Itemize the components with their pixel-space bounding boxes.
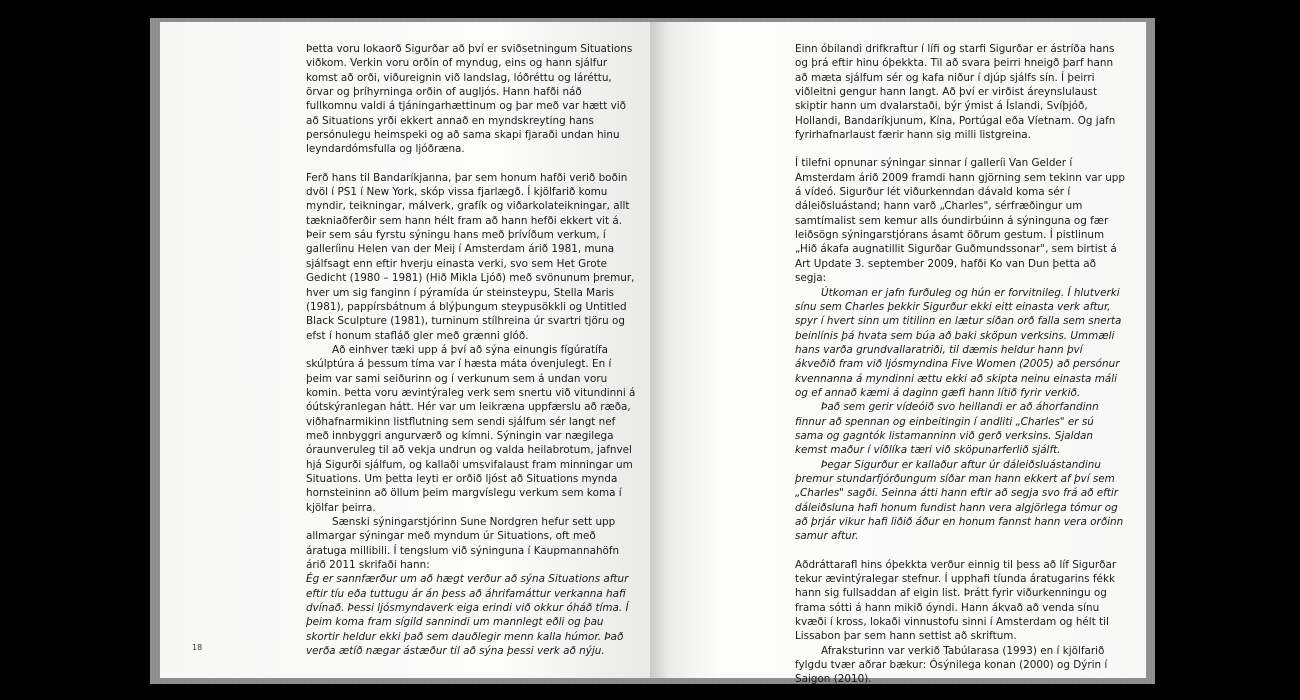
left-paragraph-1: Þetta voru lokaorð Sigurðar að því er sviðsetningum Situations viðkom. Verkin voru orðin of myndug, eins og hann sjálfur komst að orði, viðureignin við landslag, lóðréttu og láréttu, örvar og þríhyrninga orðin of augljós. Hann hafði náð fullkomnu valdi á tjáningarhættinum og þar með var hætt við að Situations yrði ekkert annað en myndskreyting hans persónulegu heimspeki og að sama skapi fjaraði undan hinu leyndardómsfulla og ljóðræna. [306, 43, 633, 156]
right-text-column [795, 42, 1125, 687]
paragraph-gap [795, 544, 1125, 558]
right-quote-2: Það sem gerir vídeóið svo heillandi er að áhorfandinn finnur að spennan og einbeitingin í andliti „Charles" er sú sama og gagntók listamanninn við gerð verksins. Sjaldan kemst maður í víðlíka tæri við sköpunarferlið sjálft. [795, 401, 1099, 457]
left-paragraph-2: Ferð hans til Bandaríkjanna, þar sem honum hafði verið boðin dvöl í PS1 í New York, skóp vissa fjarlægð. Í kjölfarið komu myndir, teikningar, málverk, grafík og viðarkolateikningar, allt tækniaðferðir sem hann hélt fram að hann hefði ekkert vit á. Þeir sem sáu fyrstu sýningu hans með þrívíðum verkum, í galleríinu Helen van der Meij í Amsterdam árið 1981, muna sjálfsagt enn eftir hverju einasta verki, svo sem Het Grote Gedicht (1980 – 1981) (Hið Mikla Ljóð) með svönunum þremur, hver um sig fanginn í pýramída úr steinsteypu, Stella Maris (1981), pappírsbátnum á blýþungum steypusökkli og Untitled Black Sculpture (1981), turninum stílhreina úr svartri tjöru og efst í honum stafláð gler með grænni glóð. [306, 171, 635, 342]
right-quote-1: Útkoman er jafn furðuleg og hún er forvitnileg. Í hlutverki sínu sem Charles þekkir Sigurður ekki eitt einasta verk aftur, spyr í hvert sinn um titilinn en lætur síðan orð falla sem snerta beinlínis þá hvata sem búa að baki sköpun verksins. Ummæli hans varða grundvallaratriði, til dæmis heldur hann því ákveðið fram við ljósmyndina Five Women (2005) að persónur kvennanna á myndinni ættu ekki að skipta neinu einasta máli og ef annað kæmi á daginn gæfi hann lítið fyrir verkið. [795, 286, 1122, 399]
left-paragraph-3: Að einhver tæki upp á því að sýna einungis fígúratífa skúlptúra á þessum tíma var í hæsta máta óvenjulegt. En í þeim var sami seiðurinn og í verkunum sem á undan voru komin. Þetta voru ævintýraleg verk sem snertu við vitundinni á óútskýranlegan hátt. Hér var um leikræna uppfærslu að ræða, viðhafnarmikinn listflutning sem sendi sjálfum sér langt nef með innbyggri angurværð og kímni. Sýningin var nægilega óraunveruleg til að vekja undrun og valda heilabrotum, jafnvel hjá Sigurði sjálfum, og kallaði umsvifalaust fram minningar um Situations. Um þetta leyti er orðið ljóst að Situations mynda hornsteininn að öllum þeim margvíslegu verkum sem koma í kjölfar þeirra. [306, 343, 636, 514]
right-paragraph-1: Einn óbilandi drifkraftur í lífi og starfi Sigurðar er ástríða hans og þrá eftir hinu óþekkta. Til að svara þeirri hneigð þarf hann að mæta sjálfum sér og kafa niður í djúp sjálfs sín. Í þeirri viðleitni gengur hann langt. Að því er virðist áreynslulaust skiptir hann um dvalarstaði, býr ýmist á Íslandi, Svíþjóð, Hollandi, Bandaríkjunum, Kína, Portúgal eða Víetnam. Og jafn fyrirhafnarlaust færir hann sig milli listgreina. [795, 43, 1116, 142]
right-paragraph-2: Í tilefni opnunar sýningar sinnar í galleríi Van Gelder í Amsterdam árið 2009 framdi hann gjörning sem tekinn var upp á vídeó. Sigurður lét viðurkenndan dávald koma sér í dáleiðsluástand; hann varð „Charles", sérfræðingur um samtímalist sem kemur alls óundirbúinn á sýninguna og fær leiðsögn sýningarstjórans ásamt öðrum gestum. Í pistlinum „Hið ákafa augnatillit Sigurðar Guðmundssonar", sem birtist á Art Update 3. september 2009, hafði Ko van Dun þetta að segja: [795, 157, 1125, 285]
left-quote: Ég er sannfærður um að hægt verður að sýna Situations aftur eftir tíu eða tuttugu ár án þess að áhrifamáttur verkanna hafi dvínað. Þessi ljósmyndaverk eiga erindi við okkur óháð tíma. Í þeim koma fram sígild sannindi um mannlegt eðli og þau skortir heldur ekki það sem dauðlegir menn kalla húmor. Það verða ætíð nægar ástæður til að sýna þessi verk að nýju. [306, 573, 629, 658]
left-paragraph-4: Sænski sýningarstjórinn Sune Nordgren hefur sett upp allmargar sýningar með myndum úr Situations, oft með áratuga millibili. Í tengslum við sýninguna í Kaupmannahöfn árið 2011 skrifaði hann: [306, 516, 620, 572]
right-page [650, 22, 1146, 686]
right-paragraph-3: Aðdráttarafl hins óþekkta verður einnig til þess að líf Sigurðar tekur ævintýralegar stefnur. Í upphafi tíunda áratugarins fékk hann sig fullsaddan af eigin list. Þrátt fyrir viðurkenningu og frama sótti á hann mikið óyndi. Hann ákvað að venda sínu kvæði í kross, lokaði vinnustofu sinni í Amsterdam og hélt til Lissabon þar sem hann settist að skriftum. [795, 558, 1117, 643]
right-quote-3: Þegar Sigurður er kallaður aftur úr dáleiðsluástandinu þremur stundarfjórðungum síðar man hann ekkert af því sem „Charles" sagði. Seinna átti hann eftir að segja svo frá að eftir dáleiðsluna hafi honum fundist hann vera algjörlega tómur og að þrjár vikur hafi liðið áður en honum fannst hann vera orðinn samur aftur. [795, 458, 1124, 543]
paragraph-gap [306, 157, 636, 171]
paragraph-gap [795, 142, 1125, 156]
page-number: 18 [192, 643, 203, 652]
left-page [160, 22, 650, 678]
left-text-column [306, 42, 636, 658]
right-paragraph-4: Afraksturinn var verkið Tabúlarasa (1993) en í kjölfarið fylgdu tvær aðrar bækur: Ósýnilega konan (2000) og Dýrin í Saigon (2010). [795, 644, 1108, 686]
